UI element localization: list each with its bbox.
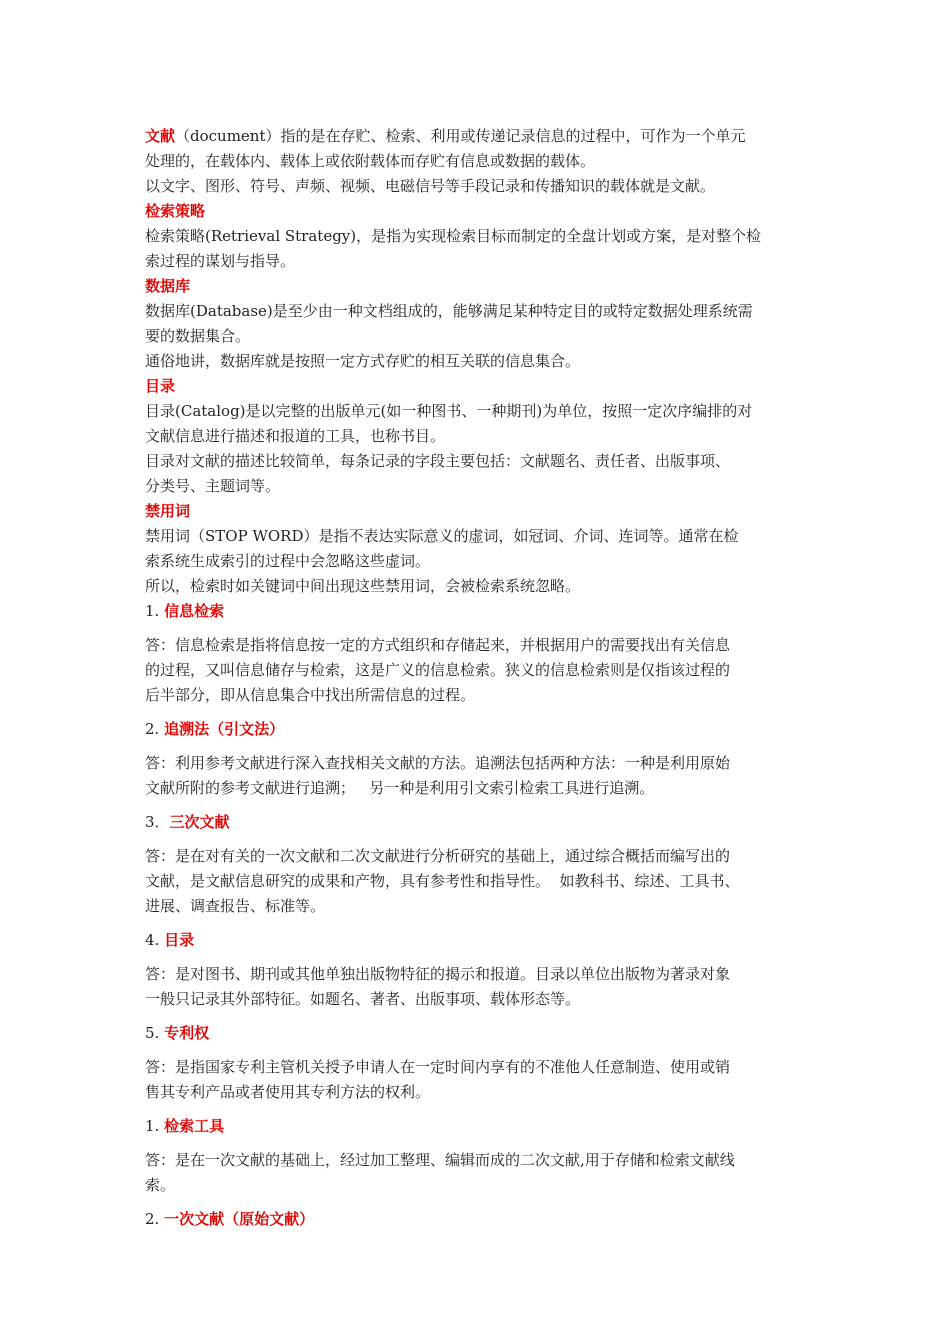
body-line: 要的数据集合。 bbox=[145, 327, 251, 345]
body-line: 检索策略(Retrieval Strategy)，是指为实现检索目标而制定的全盘计划或方案，是对整个检 bbox=[145, 227, 762, 245]
answer-line: 答：是在对有关的一次文献和二次文献进行分析研究的基础上，通过综合概括而编写出的 bbox=[145, 847, 731, 865]
term-heading: 目录 bbox=[145, 377, 176, 395]
question-term: 专利权 bbox=[164, 1024, 210, 1042]
question-number: 2. bbox=[145, 1210, 165, 1228]
question-heading bbox=[145, 1114, 809, 1139]
body-line: 通俗地讲，数据库就是按照一定方式存贮的相互关联的信息集合。 bbox=[145, 352, 581, 370]
body-line: 分类号、主题词等。 bbox=[145, 477, 281, 495]
term-heading: 检索策略 bbox=[145, 202, 206, 220]
question-term: 信息检索 bbox=[164, 602, 225, 620]
question-term: 目录 bbox=[164, 931, 195, 949]
body-line: 以文字、图形、符号、声频、视频、电磁信号等手段记录和传播知识的载体就是文献。 bbox=[145, 177, 716, 195]
body-line: 禁用词（STOP WORD）是指不表达实际意义的虚词，如冠词、介词、连词等。通常在检 bbox=[145, 527, 739, 545]
answer-line: 进展、调查报告、标准等。 bbox=[145, 897, 326, 915]
answer-line: 文献，是文献信息研究的成果和产物，具有参考性和指导性。 如教科书、综述、工具书、 bbox=[145, 872, 740, 890]
question-number: 2. bbox=[145, 720, 165, 738]
body-line: 目录(Catalog)是以完整的出版单元(如一种图书、一种期刊)为单位，按照一定次序编排的对 bbox=[145, 402, 753, 420]
document-page bbox=[145, 124, 809, 1232]
question-heading bbox=[145, 1207, 809, 1232]
question-term: 检索工具 bbox=[164, 1117, 225, 1135]
body-line: 所以，检索时如关键词中间出现这些禁用词，会被检索系统忽略。 bbox=[145, 577, 581, 595]
answer-line: 后半部分，即从信息集合中找出所需信息的过程。 bbox=[145, 686, 476, 704]
term-heading: 禁用词 bbox=[145, 502, 191, 520]
answer-line: 答：利用参考文献进行深入查找相关文献的方法。追溯法包括两种方法：一种是利用原始 bbox=[145, 754, 731, 772]
term-heading: 数据库 bbox=[145, 277, 191, 295]
question-number: 5. bbox=[145, 1024, 165, 1042]
term-heading: 文献 bbox=[145, 127, 176, 145]
question-term: 一次文献（原始文献） bbox=[164, 1210, 315, 1228]
answer-line: 答：是对图书、期刊或其他单独出版物特征的揭示和报道。目录以单位出版物为著录对象 bbox=[145, 965, 731, 983]
answer-line: 答：信息检索是指将信息按一定的方式组织和存储起来，并根据用户的需要找出有关信息 bbox=[145, 636, 731, 654]
question-heading bbox=[145, 1021, 809, 1046]
answer-line: 答：是在一次文献的基础上，经过加工整理、编辑而成的二次文献,用于存储和检索文献线 bbox=[145, 1151, 735, 1169]
def-wenxian-line-1 bbox=[145, 124, 809, 149]
body-line: 索系统生成索引的过程中会忽略这些虚词。 bbox=[145, 552, 431, 570]
body-line: 处理的，在载体内、载体上或依附载体而存贮有信息或数据的载体。 bbox=[145, 152, 596, 170]
question-term: 三次文献 bbox=[169, 813, 230, 831]
question-heading bbox=[145, 928, 809, 953]
answer-line: 索。 bbox=[145, 1176, 176, 1194]
body-line: 索过程的谋划与指导。 bbox=[145, 252, 296, 270]
answer-line: 文献所附的参考文献进行追溯； 另一种是利用引文索引检索工具进行追溯。 bbox=[145, 779, 655, 797]
question-heading bbox=[145, 599, 809, 624]
question-number: 3． bbox=[145, 813, 170, 831]
answer-line: 售其专利产品或者使用其专利方法的权利。 bbox=[145, 1083, 431, 1101]
answer-line: 的过程，又叫信息储存与检索，这是广义的信息检索。狭义的信息检索则是仅指该过程的 bbox=[145, 661, 731, 679]
question-heading bbox=[145, 717, 809, 742]
question-number: 4. bbox=[145, 931, 165, 949]
question-number: 1. bbox=[145, 1117, 165, 1135]
answer-line: 答：是指国家专利主管机关授予申请人在一定时间内享有的不准他人任意制造、使用或销 bbox=[145, 1058, 731, 1076]
body-line: 数据库(Database)是至少由一种文档组成的，能够满足某种特定目的或特定数据处理系统需 bbox=[145, 302, 753, 320]
body-text: （document）指的是在存贮、检索、利用或传递记录信息的过程中，可作为一个单元 bbox=[175, 127, 746, 145]
question-number: 1. bbox=[145, 602, 165, 620]
question-term: 追溯法（引文法） bbox=[164, 720, 285, 738]
answer-line: 一般只记录其外部特征。如题名、著者、出版事项、载体形态等。 bbox=[145, 990, 581, 1008]
question-heading bbox=[145, 810, 809, 835]
body-line: 文献信息进行描述和报道的工具，也称书目。 bbox=[145, 427, 446, 445]
body-line: 目录对文献的描述比较简单，每条记录的字段主要包括：文献题名、责任者、出版事项、 bbox=[145, 452, 731, 470]
